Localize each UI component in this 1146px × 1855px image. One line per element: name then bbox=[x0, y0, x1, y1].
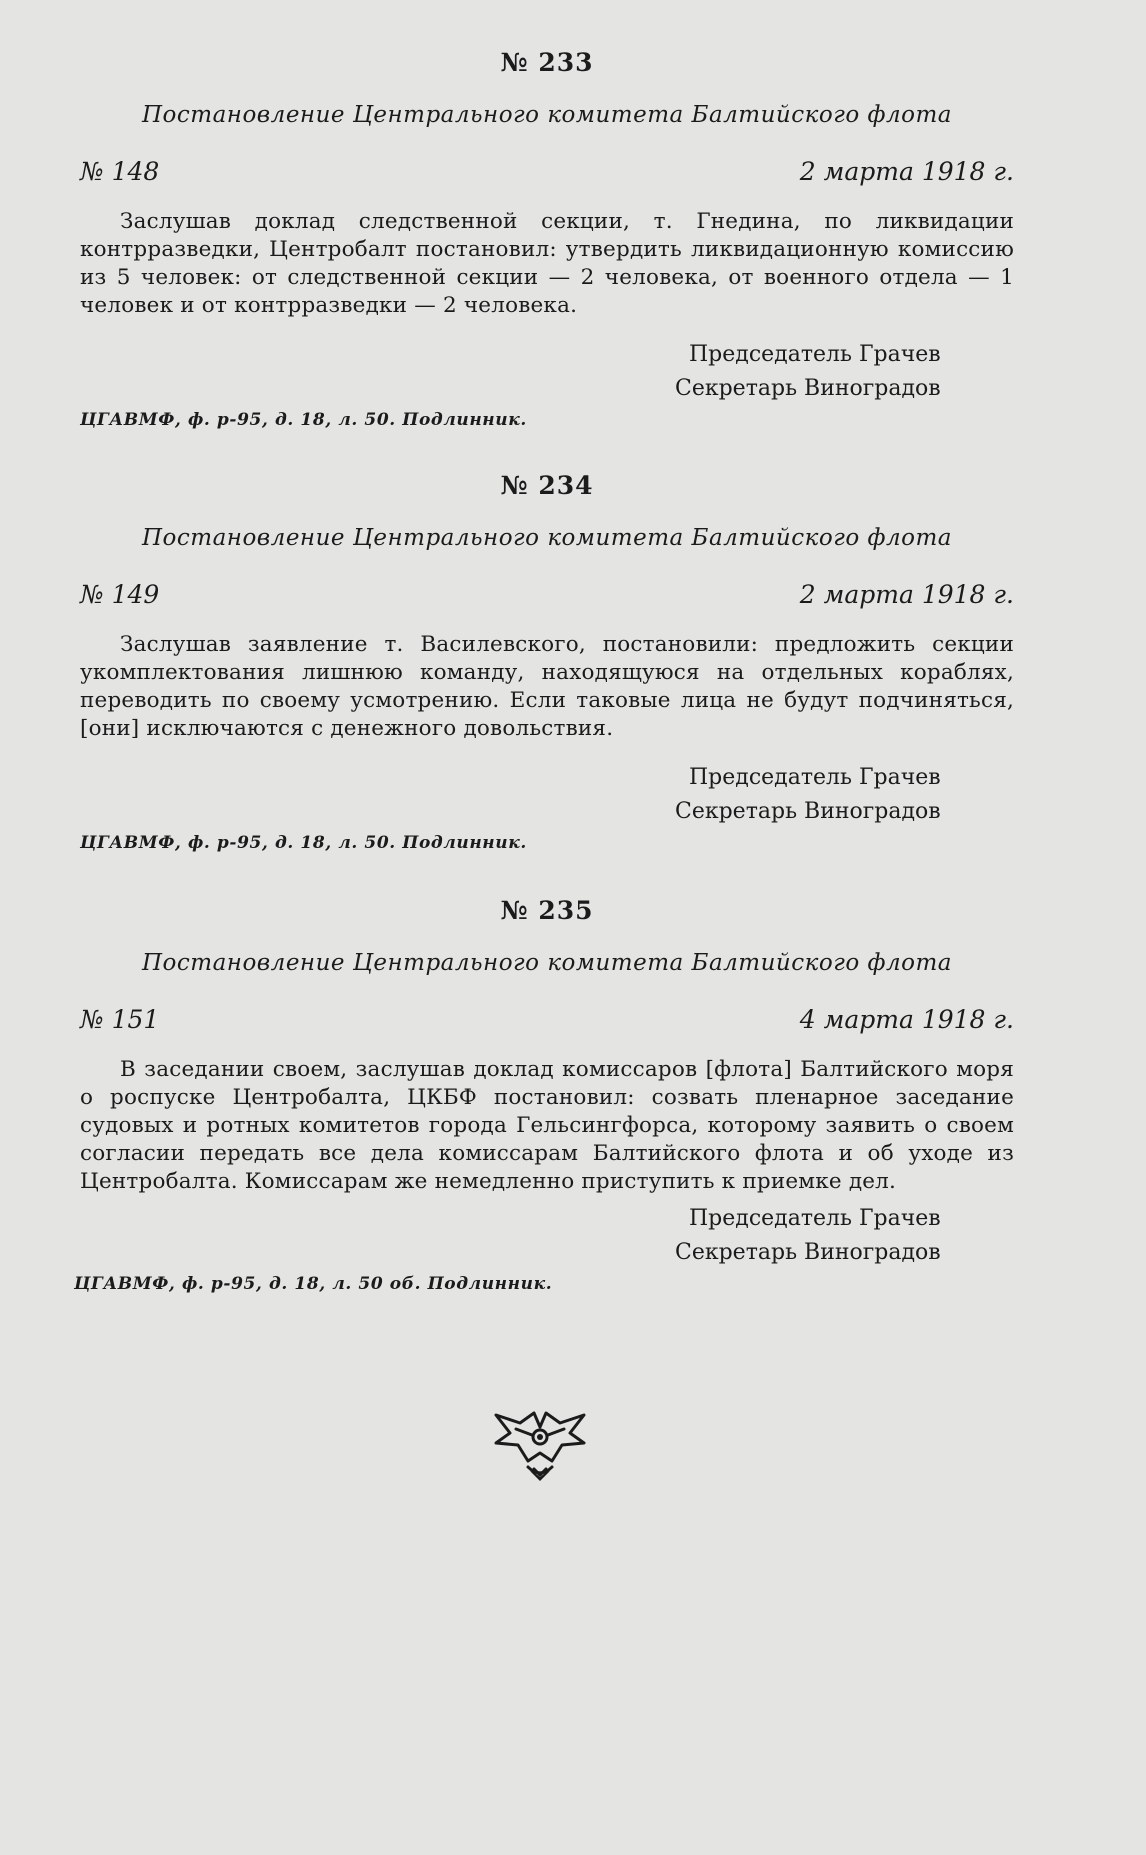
archive-source: ЦГАВМФ, ф. р-95, д. 18, л. 50 об. Подлинник. bbox=[74, 1274, 553, 1294]
chairman-signature: Председатель Грачев bbox=[689, 342, 941, 367]
document-235 bbox=[74, 894, 1014, 1298]
document-meta bbox=[80, 1004, 1014, 1036]
document-body: Заслушав заявление т. Василевского, постановили: предложить секции укомплектования лишнюю команду, находящуюся на отдельных кораблях, переводить по своему усмотрению. Если таковые лица не будут подчиняться, [они] исключаются с денежного довольствия. bbox=[80, 632, 1014, 741]
document-233 bbox=[80, 46, 1014, 434]
decorative-ornament-icon bbox=[490, 1405, 590, 1485]
secretary-signature: Секретарь Виноградов bbox=[675, 1240, 941, 1265]
document-date: 2 марта 1918 г. bbox=[799, 580, 1014, 609]
signatures bbox=[80, 338, 1014, 406]
document-234 bbox=[80, 469, 1014, 857]
archive-source: ЦГАВМФ, ф. р-95, д. 18, л. 50. Подлинник. bbox=[80, 833, 527, 853]
document-meta bbox=[80, 156, 1014, 188]
document-meta bbox=[80, 579, 1014, 611]
document-title: Постановление Центрального комитета Балтийского флота bbox=[141, 950, 953, 976]
document-body: Заслушав доклад следственной секции, т. Гнедина, по ликвидации контрразведки, Центробалт постановил: утвердить ликвидационную комиссию из 5 человек: от следственной секции — 2 человека, от военного отдела — 1 человек и от контрразведки — 2 человека. bbox=[80, 209, 1014, 318]
document-number: № 235 bbox=[500, 896, 594, 925]
document-title: Постановление Центрального комитета Балтийского флота bbox=[141, 102, 953, 128]
secretary-signature: Секретарь Виноградов bbox=[675, 376, 941, 401]
archive-source: ЦГАВМФ, ф. р-95, д. 18, л. 50. Подлинник. bbox=[80, 410, 527, 430]
document-number: № 233 bbox=[500, 48, 594, 77]
chairman-signature: Председатель Грачев bbox=[689, 1206, 941, 1231]
document-date: 4 марта 1918 г. bbox=[799, 1005, 1014, 1034]
secretary-signature: Секретарь Виноградов bbox=[675, 799, 941, 824]
resolution-number: № 148 bbox=[80, 157, 160, 186]
document-title: Постановление Центрального комитета Балтийского флота bbox=[141, 525, 953, 551]
document-number: № 234 bbox=[500, 471, 594, 500]
signatures bbox=[80, 761, 1014, 829]
document-date: 2 марта 1918 г. bbox=[799, 157, 1014, 186]
chairman-signature: Председатель Грачев bbox=[689, 765, 941, 790]
signatures bbox=[80, 1202, 1014, 1270]
document-body: В заседании своем, заслушав доклад комиссаров [флота] Балтийского моря о роспуске Центробалта, ЦКБФ постановил: созвать пленарное заседание судовых и ротных комитетов города Гельсингфорса, которому заявить о своем согласии передать все дела комиссарам Балтийского флота и об уходе из Центробалта. Комиссарам же немедленно приступить к приемке дел. bbox=[80, 1057, 1014, 1194]
resolution-number: № 151 bbox=[80, 1005, 160, 1034]
resolution-number: № 149 bbox=[80, 580, 160, 609]
